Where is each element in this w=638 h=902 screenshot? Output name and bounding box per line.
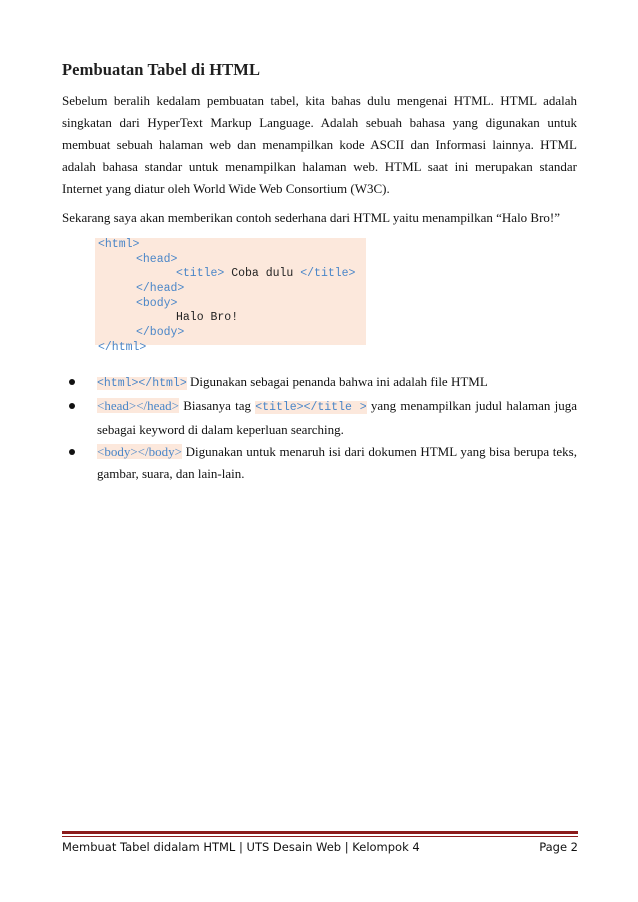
footer-document-info: Membuat Tabel didalam HTML | UTS Desain Web | Kelompok 4 <box>62 840 420 854</box>
bullet-icon <box>69 403 75 409</box>
code-tag: </body> <box>136 326 185 340</box>
list-item <box>62 395 577 441</box>
list-item-text: Digunakan sebagai penanda bahwa ini adalah file HTML <box>186 374 488 389</box>
inline-code: <html></html> <box>97 377 187 390</box>
code-line <box>95 341 366 356</box>
inline-code: <title></title > <box>255 401 367 414</box>
code-tag: <body> <box>136 296 178 310</box>
code-line <box>95 282 366 297</box>
tag-explanation-list <box>62 371 577 485</box>
inline-tag: <head></head> <box>97 398 180 413</box>
code-tag: <title> <box>176 267 225 281</box>
code-text: Coba dulu <box>224 267 301 281</box>
code-line <box>95 297 366 312</box>
code-text: Halo Bro! <box>176 311 239 325</box>
code-tag: </head> <box>136 282 185 296</box>
intro-paragraph: Sebelum beralih kedalam pembuatan tabel, kita bahas dulu mengenai HTML. HTML adalah singkatan dari HyperText Markup Language. Adalah sebuah bahasa yang digunakan untuk membuat sebuah halaman web dan menampilkan kode ASCII dan Informasi lainnya. HTML adalah bahasa standar untuk menampilkan halaman web. HTML saat ini merupakan standar Internet yang diatur oleh World Wide Web Consortium (W3C). <box>62 93 577 196</box>
code-line <box>95 253 366 268</box>
list-item-text: Biasanya tag <box>179 398 256 413</box>
code-tag: <html> <box>98 238 140 251</box>
inline-tag: <body></body> <box>97 444 182 459</box>
code-tag: </title> <box>300 267 356 281</box>
list-item <box>62 441 577 485</box>
footer-page-number: Page 2 <box>539 840 578 854</box>
list-item-text: yang menampilkan judul halaman juga sebagai keyword di dalam keperluan searching. <box>97 398 577 437</box>
code-line <box>95 238 366 253</box>
bullet-icon <box>69 449 75 455</box>
example-intro-paragraph: Sekarang saya akan memberikan contoh sederhana dari HTML yaitu menampilkan “Halo Bro!” <box>62 210 561 225</box>
code-line <box>95 311 366 326</box>
code-line <box>95 326 366 341</box>
bullet-icon <box>69 379 75 385</box>
code-tag: <head> <box>136 252 178 266</box>
code-tag: </html> <box>98 340 147 354</box>
code-example-block <box>95 238 366 354</box>
footer-divider-thin <box>62 836 578 837</box>
footer-divider <box>62 831 578 834</box>
list-item <box>62 371 577 395</box>
page-title: Pembuatan Tabel di HTML <box>62 60 261 79</box>
code-line <box>95 267 366 282</box>
list-item-text: Digunakan untuk menaruh isi dari dokumen HTML yang bisa berupa teks, gambar, suara, dan lain-lain. <box>97 444 577 481</box>
